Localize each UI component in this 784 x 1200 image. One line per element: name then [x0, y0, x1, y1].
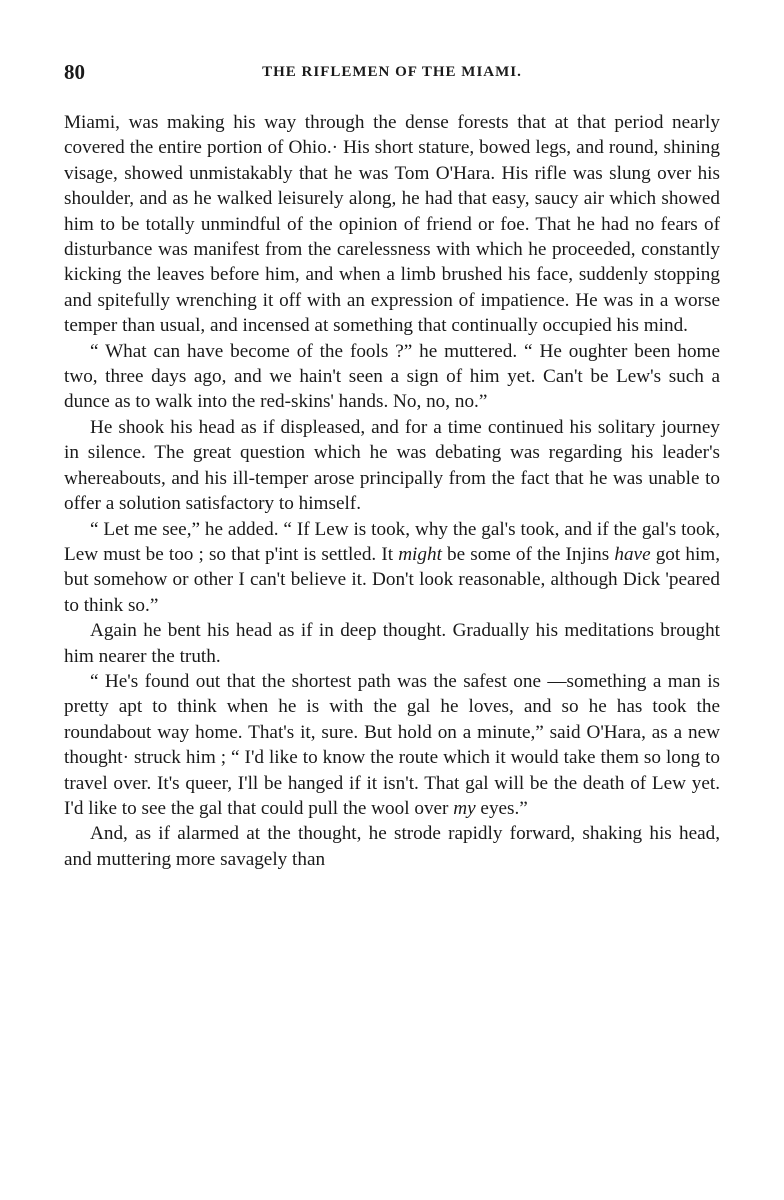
paragraph-6-emphasis-my: my: [453, 797, 476, 819]
page-header: [64, 60, 720, 90]
paragraph-3-text: He shook his head as if displeased, and for a time continued his solitary journey in silence. The great question which he was debating was regarding his leader's whereabouts, and his ill-temper arose principally from the fact that he was unable to offer a solution satisfactory to himself.: [64, 416, 720, 515]
paragraph-7-text: And, as if alarmed at the thought, he strode rapidly forward, shaking his head, and muttering more savagely than: [64, 823, 720, 870]
page-number: 80: [64, 60, 85, 84]
book-page: [64, 60, 720, 872]
paragraph-1: [64, 110, 720, 339]
paragraph-4-emphasis-might: might: [398, 543, 442, 565]
paragraph-2: [64, 339, 720, 415]
paragraph-7: [64, 821, 720, 872]
paragraph-4-text-a: “ Let me see,” he added. “ If Lew is took, why the gal's took, and if the gal's took, Lew must be too ; so that p'int is settled. It: [64, 518, 720, 565]
paragraph-6: [64, 669, 720, 821]
paragraph-6-text-a: “ He's found out that the shortest path was the safest one —something a man is pretty apt to think when he is with the gal he loves, and so he has took the roundabout way home. That's it, sure. But hold on a minute,” said O'Hara, as a new thought· struck him ; “ I'd like to know the route which it would take them so long to travel over. It's queer, I'll be hanged if it isn't. That gal will be the death of Lew yet. I'd like to see the gal that could pull the wool over: [64, 670, 720, 819]
paragraph-2-text: “ What can have become of the fools ?” he muttered. “ He oughter been home two, three days ago, and we hain't seen a sign of him yet. Can't be Lew's such a dunce as to walk into the red-skins' hands. No, no, no.”: [64, 340, 720, 413]
running-title: THE RIFLEMEN OF THE MIAMI.: [262, 64, 522, 80]
paragraph-5: [64, 618, 720, 669]
paragraph-4-text-c: got him, but somehow or other I can't believe it. Don't look reasonable, although Dick 'peared to think so.”: [64, 543, 720, 616]
paragraph-1-text: Miami, was making his way through the dense forests that at that period nearly covered the entire portion of Ohio.· His short stature, bowed legs, and round, shining visage, showed unmistakably that he was Tom O'Hara. His rifle was slung over his shoulder, and as he walked leisurely along, he had that easy, saucy air which showed him to be totally unmindful of the opinion of friend or foe. That he had no fears of disturbance was manifest from the carelessness with which he proceeded, constantly kicking the leaves before him, and when a limb brushed his face, suddenly stopping and spitefully wrenching it off with an expression of impatience. He was in a worse temper than usual, and incensed at something that continually occupied his mind.: [64, 112, 720, 337]
paragraph-6-text-b: eyes.”: [475, 797, 528, 819]
paragraph-4-emphasis-have: have: [614, 543, 651, 565]
paragraph-4: [64, 517, 720, 619]
body-text: [64, 110, 720, 872]
paragraph-4-text-b: be some of the Injins: [441, 543, 615, 565]
paragraph-5-text: Again he bent his head as if in deep thought. Gradually his meditations brought him nearer the truth.: [64, 620, 720, 667]
paragraph-3: [64, 415, 720, 517]
